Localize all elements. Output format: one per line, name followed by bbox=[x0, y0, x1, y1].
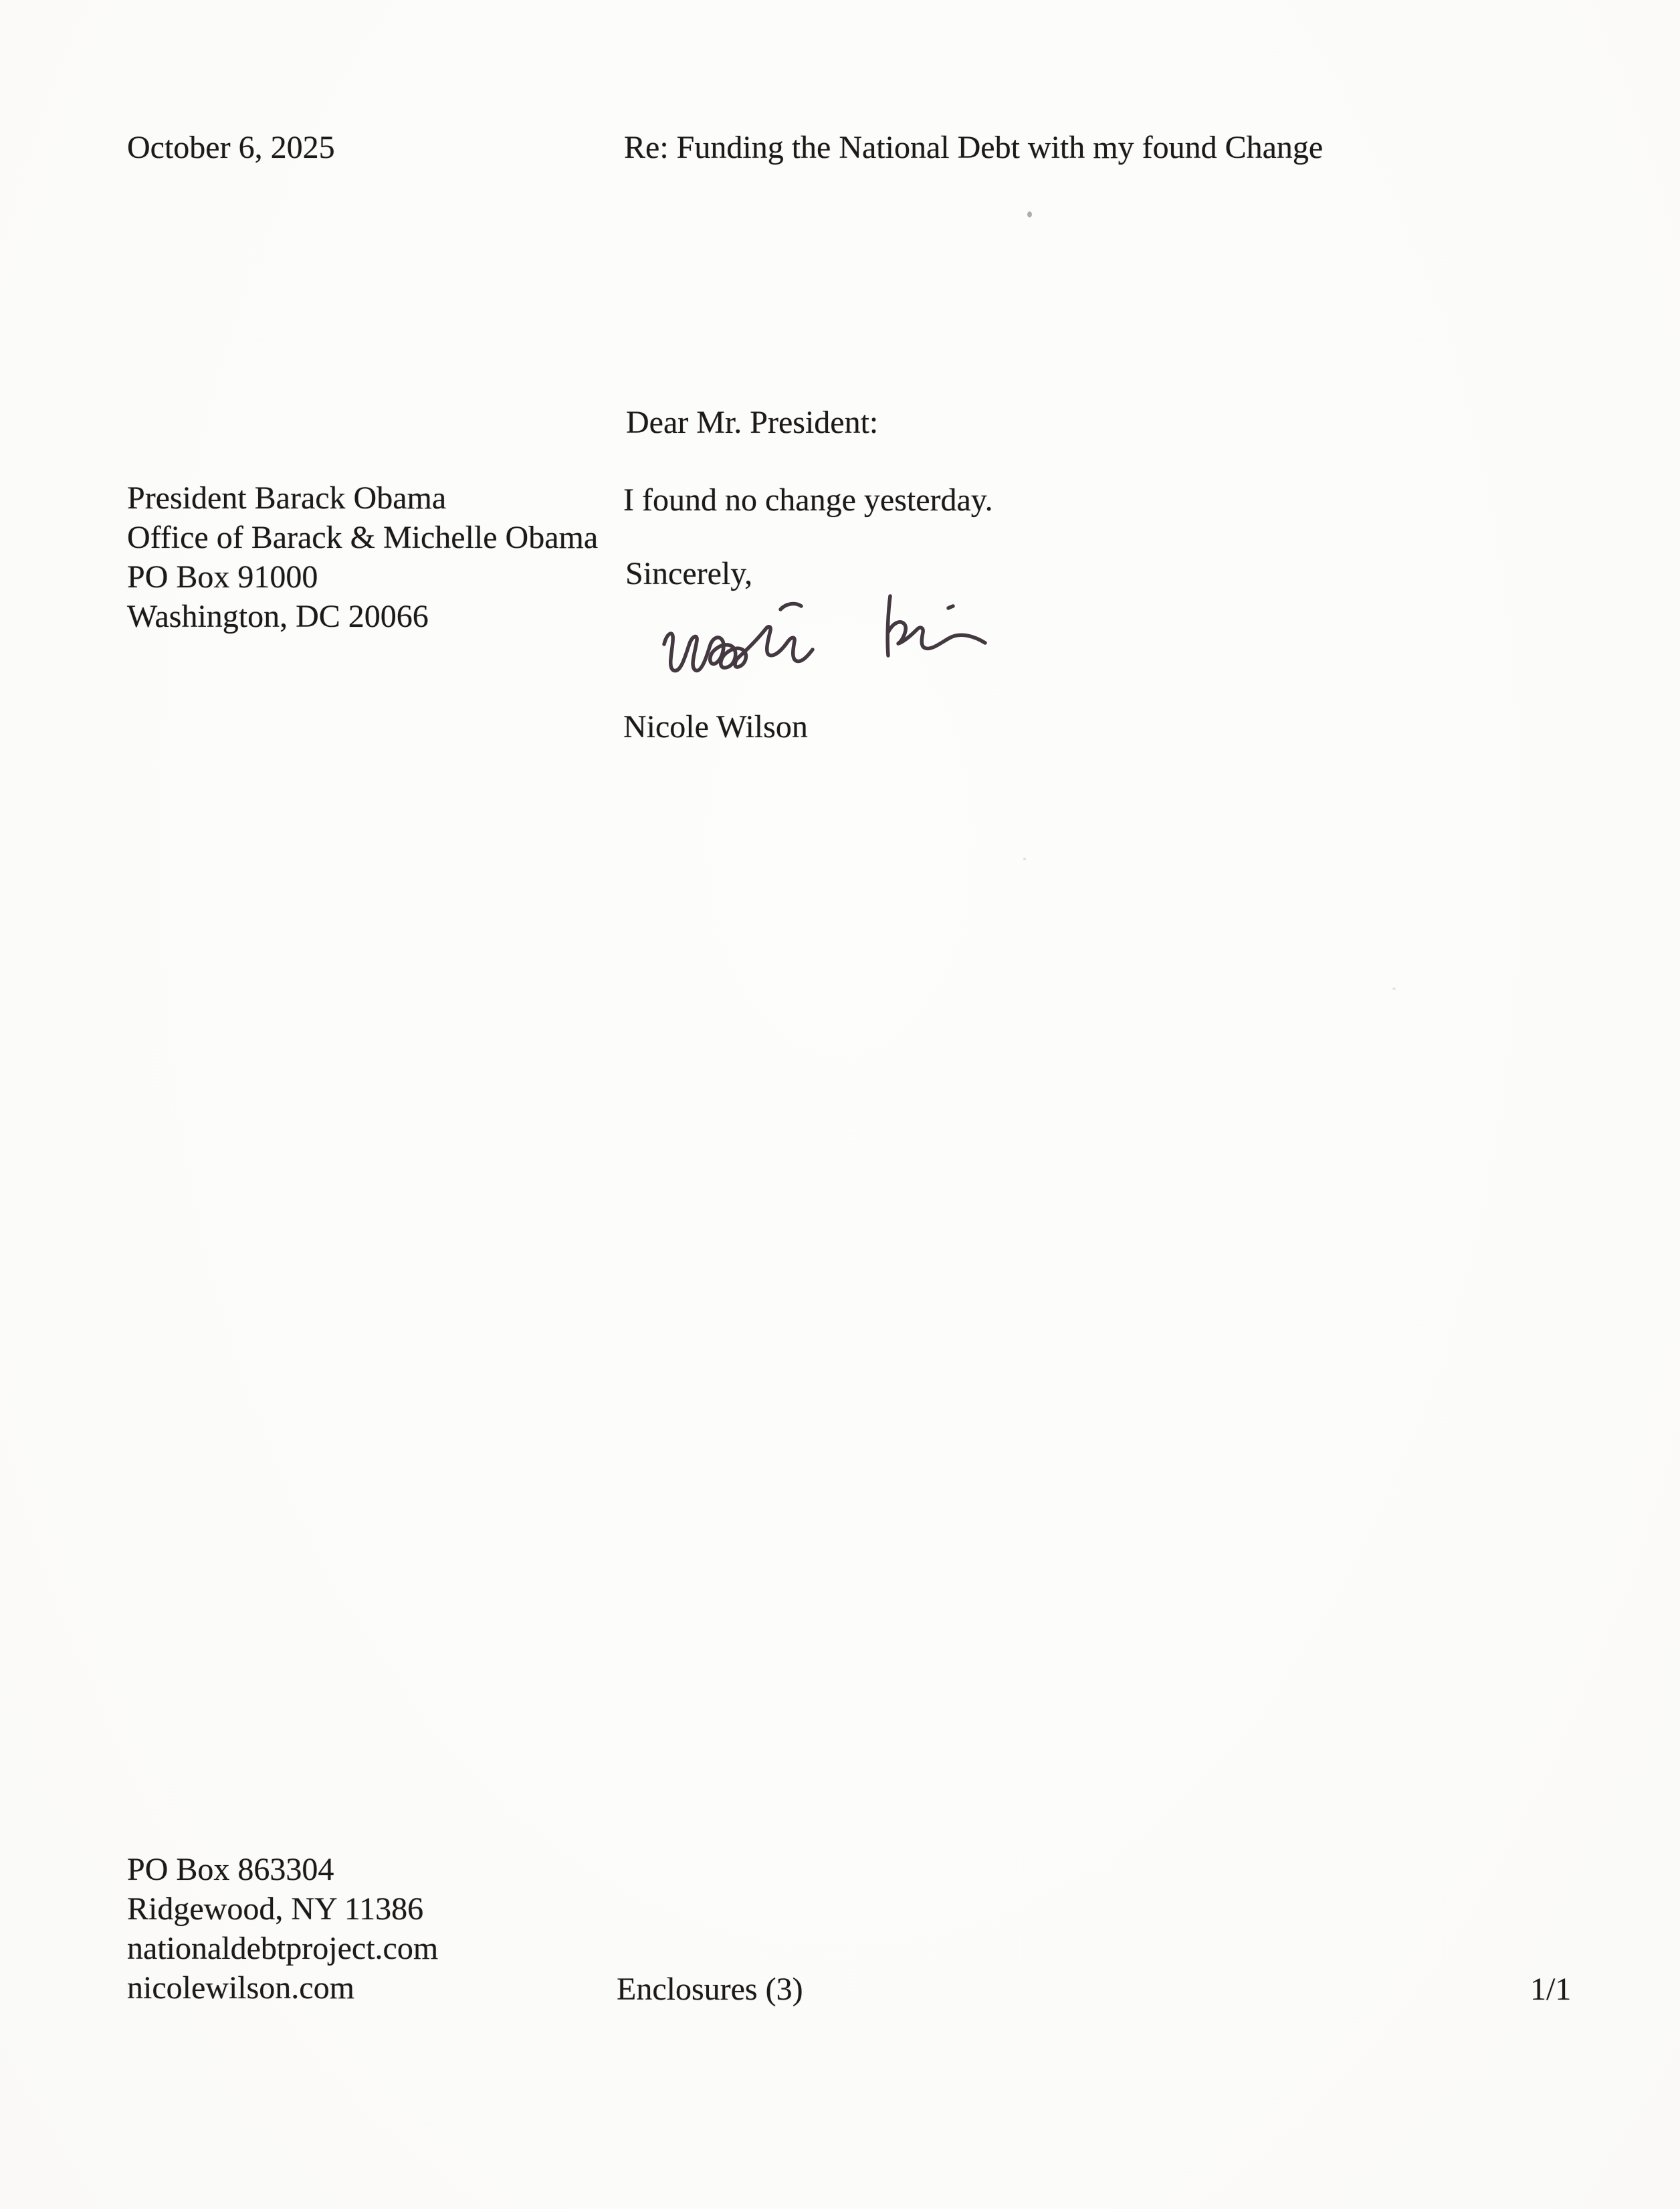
sender-line: nationaldebtproject.com bbox=[127, 1931, 439, 1966]
salutation: Dear Mr. President: bbox=[626, 405, 879, 440]
sender-address-block bbox=[127, 1850, 438, 2008]
scan-speck bbox=[1027, 211, 1032, 217]
signature-name: Nicole Wilson bbox=[623, 709, 808, 745]
sender-line: nicolewilson.com bbox=[127, 1970, 354, 2006]
closing: Sincerely, bbox=[625, 556, 753, 591]
recipient-line: President Barack Obama bbox=[127, 480, 447, 516]
scan-speck bbox=[1023, 858, 1026, 860]
page-number: 1/1 bbox=[1530, 1972, 1572, 2007]
sender-line: Ridgewood, NY 11386 bbox=[127, 1891, 424, 1927]
recipient-address-block bbox=[127, 478, 598, 636]
enclosures-note: Enclosures (3) bbox=[617, 1972, 803, 2007]
scan-speck bbox=[1392, 987, 1396, 990]
letter-body: I found no change yesterday. bbox=[623, 482, 993, 518]
recipient-line: PO Box 91000 bbox=[127, 559, 318, 595]
sender-line: PO Box 863304 bbox=[127, 1852, 334, 1887]
recipient-line: Washington, DC 20066 bbox=[127, 599, 429, 634]
recipient-line: Office of Barack & Michelle Obama bbox=[127, 520, 599, 555]
handwritten-signature-icon bbox=[659, 592, 993, 676]
letter-date: October 6, 2025 bbox=[127, 130, 335, 165]
subject-line: Re: Funding the National Debt with my found Change bbox=[624, 130, 1324, 165]
